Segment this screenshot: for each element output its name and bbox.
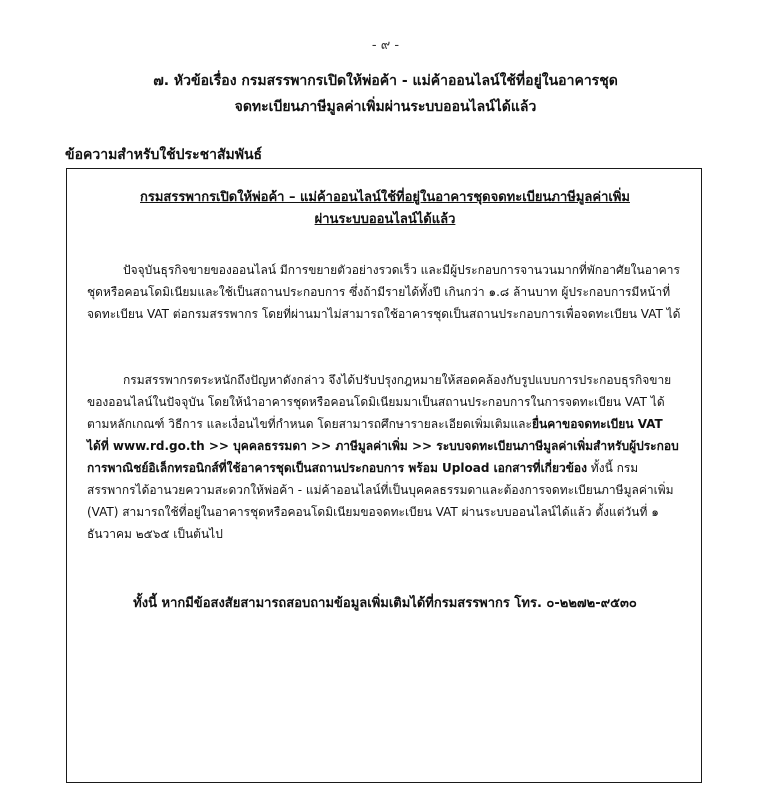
section-label: ข้อความสำหรับใช้ประชาสัมพันธ์ (65, 147, 263, 163)
paragraph-2-rest: ทั้งนี้ กรมสรรพากรได้อานวยความสะดวกให้พ่อค้า - แม่ค้าออนไลน์ที่เป็นบุคคลธรรมดาและต้องการจดทะเบียนภาษีมูลค่าเพิ่ม (VAT) สามารถใช้ที่อยู่ในอาคารชุดหรือคอนโดมิเนียมขอจดทะเบียน VAT ผ่านระบบออนไลน์ได้แล้ว ตั้งแต่วันที่ ๑ ธันวาคม ๒๕๖๕ เป็นต้นไป (87, 461, 674, 541)
pr-headline-line-1: กรมสรรพากรเปิดให้พ่อค้า – แม่ค้าออนไลน์ใช้ที่อยู่ในอาคารชุดจดทะเบียนภาษีมูลค่าเพิ่ม (140, 190, 630, 205)
page-number: - ๙ - (371, 38, 400, 53)
topic-title-line-2: จดทะเบียนภาษีมูลค่าเพิ่มผ่านระบบออนไลน์ได้แล้ว (234, 99, 537, 115)
contact-line: ทั้งนี้ หากมีข้อสงสัยสามารถสอบถามข้อมูลเพิ่มเติมได้ที่กรมสรรพากร โทร. ๐-๒๒๗๒-๙๕๓๐ (133, 596, 637, 611)
pr-message-box (66, 168, 702, 783)
paragraph-2-intro: กรมสรรพากรตระหนักถึงปัญหาดังกล่าว จึงได้ปรับปรุงกฎหมายให้สอดคล้องกับรูปแบบการประกอบธุรกิจขายของออนไลน์ในปัจจุบัน โดยให้นำอาคารชุดหรือคอนโดมิเนียมมาเป็นสถานประกอบการในการจดทะเบียน VAT ได้ตามหลักเกณฑ์ วิธีการ และเงื่อนไขที่กำหนด โดยสามารถศึกษารายละเอียดเพิ่มเติมและ (87, 373, 672, 431)
pr-headline-line-2: ผ่านระบบออนไลน์ได้แล้ว (314, 212, 456, 227)
topic-title (20, 68, 751, 120)
paragraph-2 (87, 369, 683, 545)
paragraph-1 (87, 259, 683, 325)
pr-headline (97, 187, 673, 231)
topic-title-line-1: ๗. หัวข้อเรื่อง กรมสรรพากรเปิดให้พ่อค้า - แม่ค้าออนไลน์ใช้ที่อยู่ในอาคารชุด (153, 73, 618, 89)
paragraph-1-text: ปัจจุบันธุรกิจขายของออนไลน์ มีการขยายตัวอย่างรวดเร็ว และมีผู้ประกอบการจานวนมากที่พักอาศัยในอาคารชุดหรือคอนโดมิเนียมและใช้เป็นสถานประกอบการ ซึ่งถ้ามีรายได้ทั้งปี เกินกว่า ๑.๘ ล้านบาท ผู้ประกอบการมีหน้าที่จดทะเบียน VAT ต่อกรมสรรพากร โดยที่ผ่านมาไม่สามารถใช้อาคารชุดเป็นสถานประกอบการเพื่อจดทะเบียน VAT ได้ (87, 263, 681, 321)
paragraph-2-bold-instructions: ยื่นคาขอจดทะเบียน VAT ได้ที่ www.rd.go.th >> บุคคลธรรมดา >> ภาษีมูลค่าเพิ่ม >> ระบบจดทะเบียนภาษีมูลค่าเพิ่มสำหรับผู้ประกอบการพาณิชย์อิเล็กทรอนิกส์ที่ใช้อาคารชุดเป็นสถานประกอบการ พร้อม Upload เอกสารที่เกี่ยวข้อง (87, 417, 679, 475)
